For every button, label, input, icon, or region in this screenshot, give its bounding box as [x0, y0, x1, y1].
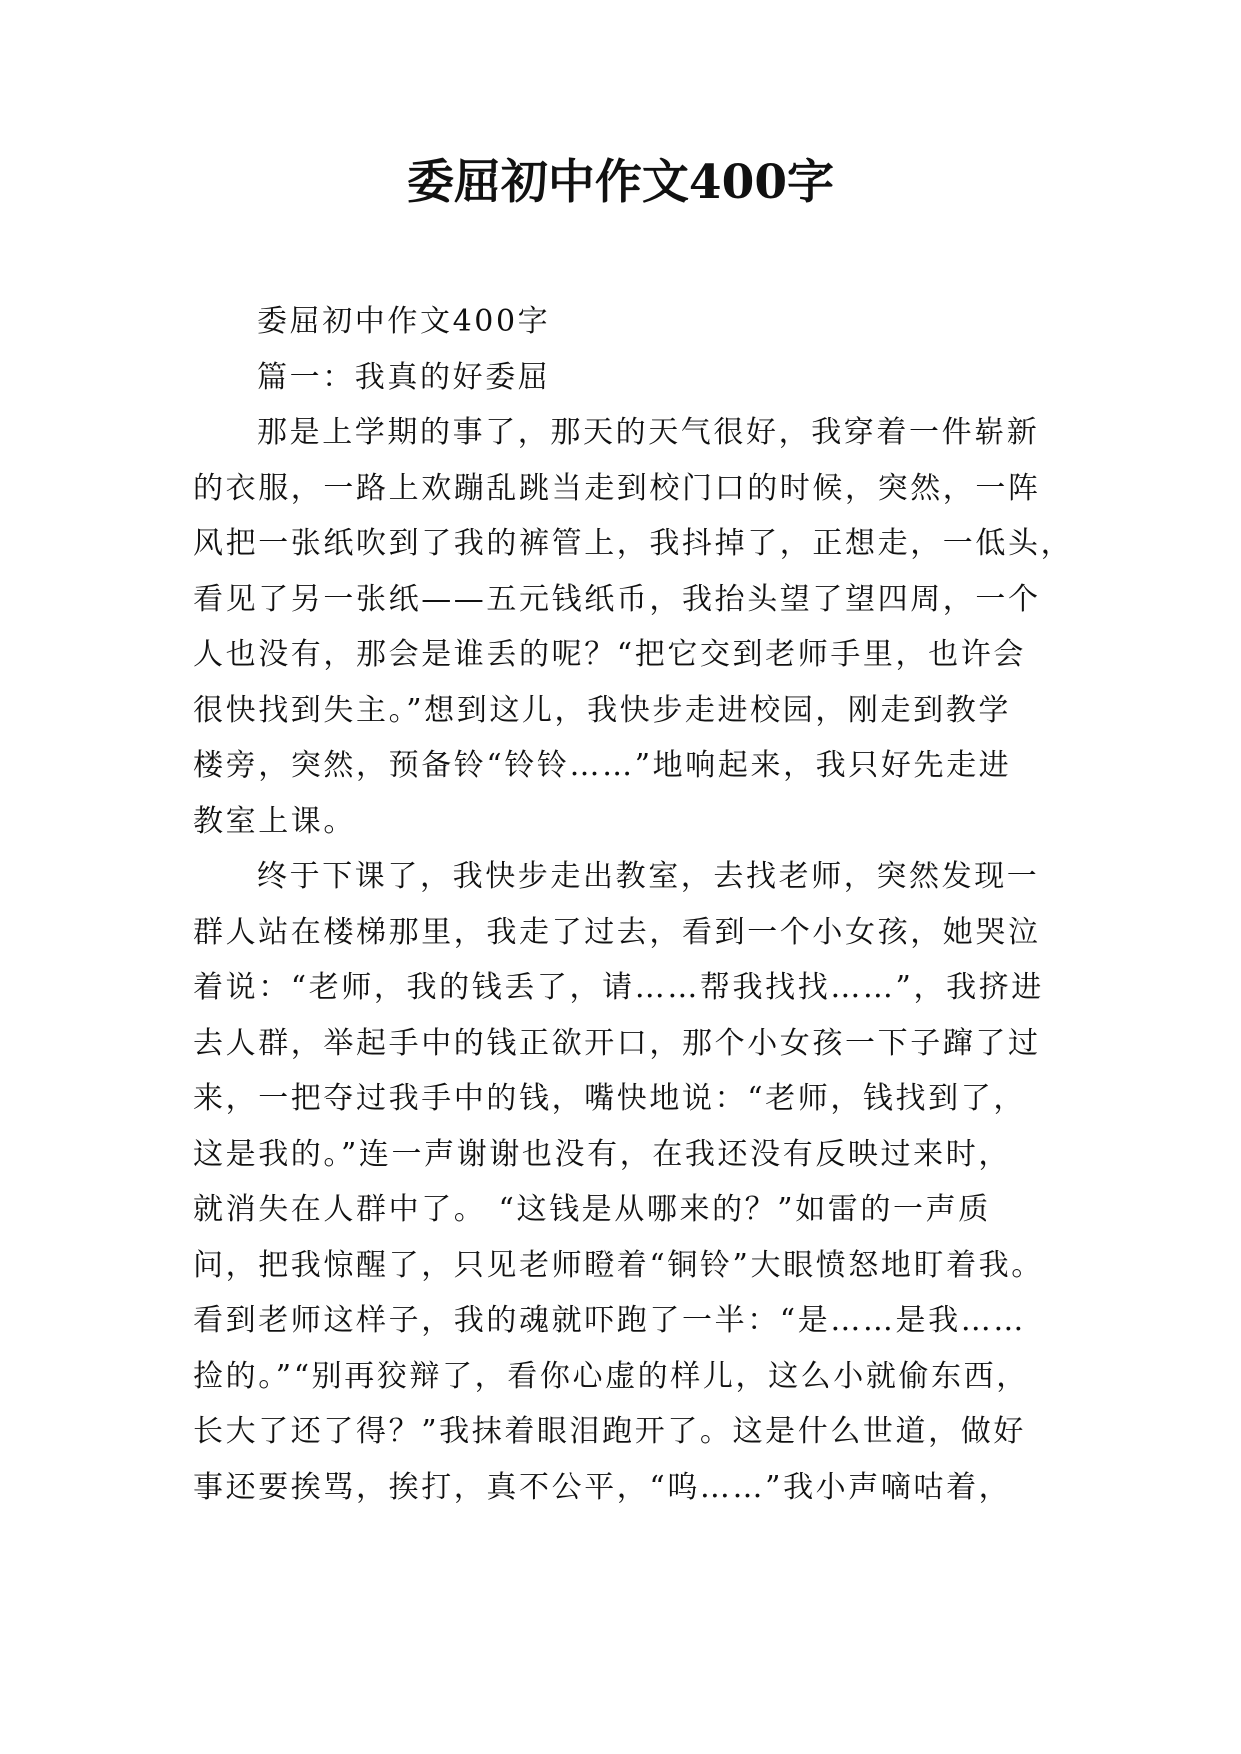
paragraph-line: 就消失在人群中了。 “这钱是从哪来的？”如雷的一声质 [193, 1192, 991, 1227]
paragraph-line: 楼旁，突然，预备铃“铃铃……”地响起来，我只好先走进 [193, 748, 1012, 783]
paragraph-line: 长大了还了得？”我抹着眼泪跑开了。这是什么世道，做好 [193, 1414, 1026, 1449]
paragraph-line: 问，把我惊醒了，只见老师瞪着“铜铃”大眼愤怒地盯着我。 [193, 1247, 1044, 1283]
paragraph-line: 很快找到失主。”想到这儿，我快步走进校园，刚走到教学 [193, 692, 1011, 728]
paragraph-line: 事还要挨骂，挨打，真不公平，“呜……”我小声嘀咕着， [193, 1469, 1012, 1505]
paragraph-line: 这是我的。”连一声谢谢也没有，在我还没有反映过来时， [193, 1136, 1011, 1172]
paragraph-line: 看见了另一张纸——五元钱纸币，我抬头望了望四周，一个 [193, 581, 1041, 617]
paragraph-line: 去人群，举起手中的钱正欲开口，那个小女孩一下子蹿了过 [193, 1025, 1041, 1061]
paragraph-line: 终于下课了，我快步走出教室，去找老师，突然发现一 [257, 859, 1040, 894]
document-body [193, 294, 1074, 1515]
paragraph-line: 捡的。”“别再狡辩了，看你心虚的样儿，这么小就偷东西， [193, 1358, 1029, 1394]
document-subtitle: 委屈初中作文400字 [257, 304, 551, 339]
paragraph-line: 风把一张纸吹到了我的裤管上，我抖掉了，正想走，一低头， [193, 526, 1074, 561]
paragraph-line: 那是上学期的事了，那天的天气很好，我穿着一件崭新 [257, 415, 1040, 450]
paragraph-line: 教室上课。 [193, 803, 356, 839]
section-heading: 篇一：我真的好委屈 [257, 359, 551, 395]
paragraph-line: 人也没有，那会是谁丢的呢？“把它交到老师手里，也许会 [193, 637, 1026, 672]
paragraph-line: 看到老师这样子，我的魂就吓跑了一半：“是……是我…… [193, 1303, 1026, 1338]
paragraph-line: 的衣服，一路上欢蹦乱跳当走到校门口的时候，突然，一阵 [193, 470, 1041, 506]
paragraph-line: 着说：“老师，我的钱丢了，请……帮我找找……”，我挤进 [193, 970, 1044, 1005]
paragraph-line: 群人站在楼梯那里，我走了过去，看到一个小女孩，她哭泣 [193, 914, 1041, 950]
document-title: 委屈初中作文400字 [406, 155, 835, 210]
paragraph-line: 来，一把夺过我手中的钱，嘴快地说：“老师，钱找到了， [193, 1081, 1026, 1116]
